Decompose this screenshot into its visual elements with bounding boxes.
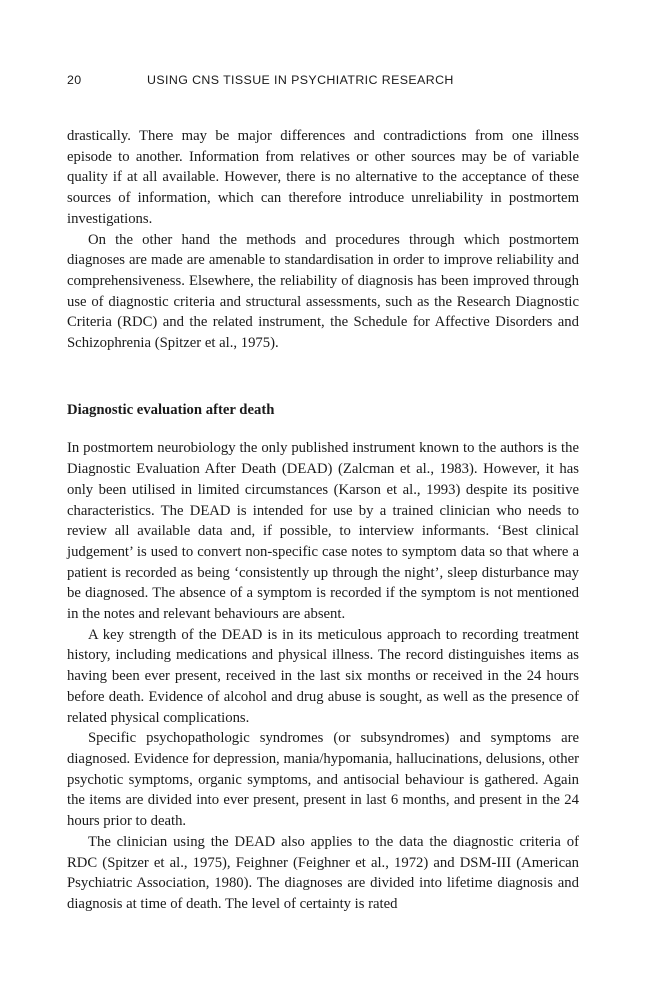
running-title: USING CNS TISSUE IN PSYCHIATRIC RESEARCH xyxy=(147,73,454,87)
section-heading: Diagnostic evaluation after death xyxy=(67,401,275,418)
paragraph: In postmortem neurobiology the only published instrument known to the authors is the Diagnostic Evaluation After Death (DEAD) (Zalcman et al., 1983). However, it has only been utilised in limited circumstances (Karson et al., 1993) despite its positive characteristics. The DEAD is intended for use by a trained clinician who needs to review all available data and, if possible, to interview informants. ‘Best clinical judgement’ is used to convert non-specific case notes to symptom data so that where a patient is recorded as being ‘consistently up through the night’, sleep disturbance may be diagnosed. The absence of a symptom is recorded if the symptom is not mentioned in the notes and relevant behaviours are absent. xyxy=(67,440,579,623)
page-number: 20 xyxy=(67,73,82,87)
paragraph: Specific psychopathologic syndromes (or subsyndromes) and symptoms are diagnosed. Evidence for depression, mania/hypomania, hallucinations, delusions, other psychotic symptoms, organic symptoms, and antisocial behaviour is gathered. Again the items are divided into ever present, present in last 6 months, and present in the 24 hours prior to death. xyxy=(67,730,579,830)
paragraph: On the other hand the methods and procedures through which postmortem diagnoses are made are amenable to standardisation in order to improve reliability and comprehensiveness. Elsewhere, the reliability of diagnosis has been improved through use of diagnostic criteria and structural assessments, such as the Research Diagnostic Criteria (RDC) and the related instrument, the Schedule for Affective Disorders and Schizophrenia (Spitzer et al., 1975). xyxy=(67,231,579,352)
paragraph: The clinician using the DEAD also applies to the data the diagnostic criteria of RDC (Spitzer et al., 1975), Feighner (Feighner et al., 1972) and DSM-III (American Psychiatric Association, 1980). The diagnoses are divided into lifetime diagnosis and diagnosis at time of death. The level of certainty is rated xyxy=(67,833,579,912)
paragraph: A key strength of the DEAD is in its meticulous approach to recording treatment history, including medications and physical illness. The record distinguishes items as having been ever present, received in the last six months or received in the 24 hours before death. Evidence of alcohol and drug abuse is sought, as well as the presence of related physical complications. xyxy=(67,626,579,726)
running-head xyxy=(67,72,579,88)
book-page xyxy=(67,72,579,915)
body-text xyxy=(67,126,579,915)
paragraph: drastically. There may be major differences and contradictions from one illness episode to another. Information from relatives or other sources may be of variable quality if at all available. However, there is no alternative to the acceptance of these sources of information, which can therefore introduce unreliability in postmortem investigations. xyxy=(67,128,579,227)
